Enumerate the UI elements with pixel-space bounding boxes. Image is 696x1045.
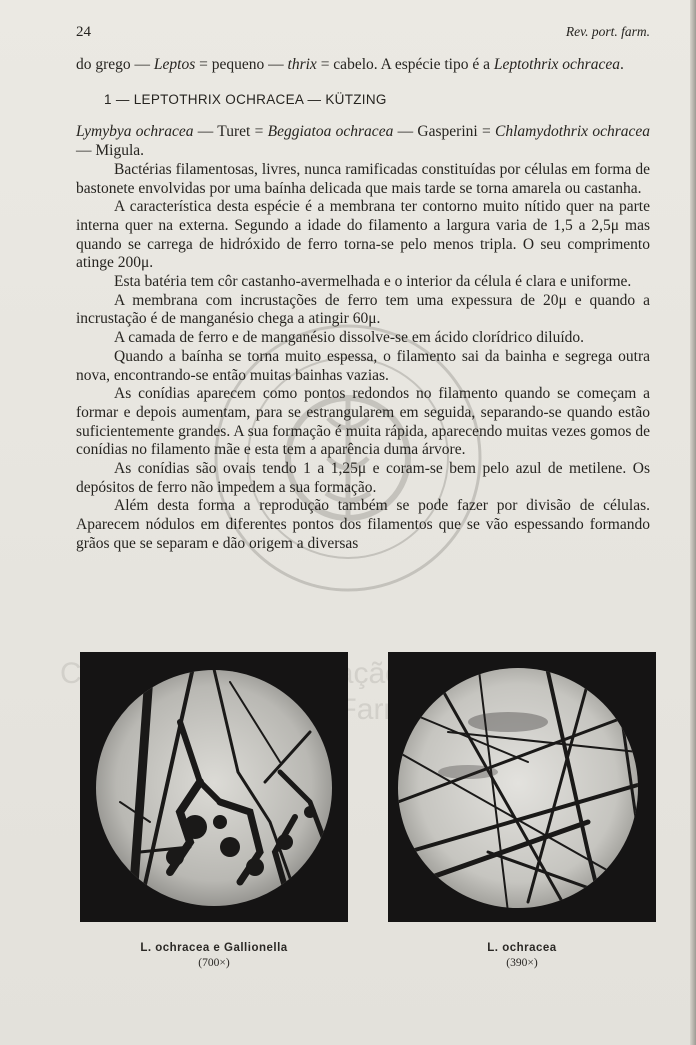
caption-title: L. ochracea: [487, 942, 557, 954]
running-header: [76, 24, 650, 44]
micrograph-left: [80, 652, 348, 922]
paragraph-etymology: do grego — Leptos = pequeno — thrix = cabelo. A espécie tipo é a Leptothrix ochracea.: [76, 56, 624, 73]
paragraph-dissolution: A camada de ferro e de manganésio dissolve-se em ácido clorídrico diluído.: [114, 329, 585, 347]
paragraph-incrustation: A membrana com incrustações de ferro tem uma expessura de 20μ e quando a incrustação é de manganésio chega a atingir 60μ.: [76, 291, 650, 328]
paragraph-conidia-shape: As conídias são ovais tendo 1 a 1,25μ e coram-se bem pelo azul de metilene. Os depósitos de ferro não impedem a sua formação.: [76, 460, 650, 496]
article-body: [76, 56, 650, 554]
micrograph-right: [388, 652, 656, 922]
paragraph-conidia-formation: As conídias aparecem como pontos redondos no filamento quando se começam a formar e depois aumentam, para se estrangularem em seguida, separando-se quando estão suficientemente grandes. A sua formação é muita rápida, aparecendo muitas vezes gomos de conídias no filamento mãe e esta tem a aparência duma árvore.: [76, 385, 650, 459]
figure-caption-right: [392, 942, 652, 969]
species-heading: 1 — LEPTOTHRIX OCHRACEA — KÜTZING: [104, 91, 387, 107]
page-number: 24: [76, 24, 91, 40]
paragraph-description: Bactérias filamentosas, livres, nunca ramificadas constituídas por células em forma de bastonete envolvidas por uma baínha delicada que mais tarde se torna amarela ou castanha.: [76, 160, 650, 197]
paragraph-color: Esta batéria tem côr castanho-avermelhada e o interior da célula é clara e uniforme.: [114, 273, 632, 291]
paragraph-sheath: Quando a baínha se torna muito espessa, o filamento sai da bainha e segrega outra nova, encontrando-se então muitas bainhas vazias.: [76, 347, 650, 384]
journal-title: Rev. port. farm.: [565, 24, 650, 39]
caption-title: L. ochracea e Gallionella: [140, 942, 288, 954]
paragraph-synonyms: Lymybya ochracea — Turet = Beggiatoa ochracea — Gasperini = Chlamydothrix ochracea — Migula.: [76, 123, 650, 160]
caption-magnification: (700×): [198, 957, 230, 969]
page-edge-shadow: [690, 0, 696, 1045]
caption-magnification: (390×): [506, 957, 538, 969]
paragraph-reproduction: Além desta forma a reprodução também se pode fazer por divisão de células. Aparecem nódulos em diferentes pontos dos filamentos que se vão espessando formando grãos que se separam e dão origem a diversas: [76, 497, 650, 552]
paragraph-membrane: A característica desta espécie é a membrana ter contorno muito nítido quer na parte interna quer na externa. Segundo a idade do filamento a largura varia de 1,5 a 2,5μ mas quando se carrega de hidróxido de ferro torna-se pelo menos tripla. O seu comprimento atinge 200μ.: [76, 198, 650, 272]
figure-caption-left: [92, 942, 336, 969]
